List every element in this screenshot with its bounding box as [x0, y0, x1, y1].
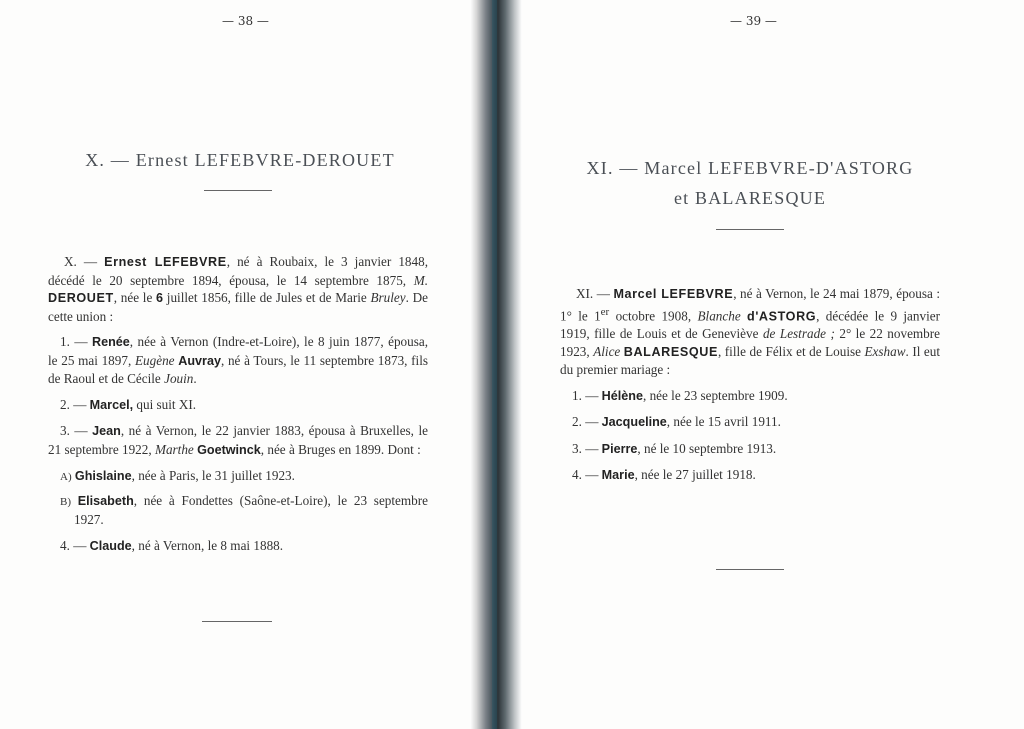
intro-text: 2° le 22 novembre 1923, — [560, 326, 941, 359]
child-text: , née à Bruges en 1899. Dont : — [260, 441, 421, 457]
child-name: Jacqueline — [601, 415, 667, 430]
title-rule-left — [204, 190, 272, 191]
child-name: Jean — [92, 424, 121, 438]
child-text: qui suit XI. — [136, 396, 197, 412]
intro-text: , née le — [113, 290, 153, 305]
page-number-right: — 39 — — [730, 14, 777, 28]
child-entry — [48, 422, 428, 459]
child-name: Renée — [91, 335, 130, 349]
person-name: Marcel LEFEBVRE — [613, 287, 734, 301]
child-text: , née le 27 juillet 1918. — [634, 467, 756, 483]
child-text: , né le 10 septembre 1913. — [637, 440, 777, 456]
grandchild-text: , née à Paris, le 31 juillet 1923. — [131, 468, 295, 483]
child-text: , née le 15 avril 1911. — [666, 414, 781, 430]
child-text: , née à Vernon (Indre-et-Loire), le 8 juin 1877, épousa, le 25 mai 1897, — [48, 334, 429, 368]
child-text: . — [193, 371, 197, 386]
intro-text: octobre 1908, — [615, 307, 692, 323]
mother-name: Exshaw — [864, 343, 906, 359]
bold-day: 6 — [156, 291, 164, 305]
child-entry — [48, 537, 428, 556]
title-rule-right — [716, 229, 784, 230]
intro-text: juillet 1856, fille de Jules et de Marie — [166, 290, 367, 305]
spouse-name: BALARESQUE — [623, 344, 718, 359]
spouse-prefix: M. — [413, 272, 429, 288]
grandchild-text: , née à Fondettes (Saône-et-Loire), le 23 septembre 1927. — [74, 492, 429, 527]
child-name: Marcel, — [89, 397, 134, 412]
spouse-name: d'ASTORG — [747, 308, 817, 323]
mother-name: Jouin — [164, 371, 194, 386]
child-number: 4. — — [60, 537, 87, 553]
spouse-first-name: Alice — [593, 343, 621, 359]
spouse-name: Auvray — [178, 353, 221, 368]
mother-name: de Lestrade ; — [762, 326, 835, 342]
chapter-title-right: XI. — Marcel LEFEBVRE-D'ASTORG — [586, 158, 914, 178]
closing-rule-left — [202, 621, 272, 622]
mother-name: Bruley — [370, 290, 406, 305]
child-number: 1. — — [60, 334, 88, 349]
child-text: , né à Vernon, le 22 janvier 1883, épousa à Bruxelles, le 21 septembre 1922, — [48, 423, 429, 457]
child-number: 2. — — [60, 396, 87, 412]
ordinal-suffix: er — [600, 305, 610, 318]
grandchild-letter: B) — [60, 495, 71, 508]
child-entry — [560, 440, 940, 459]
child-entry — [560, 387, 940, 406]
child-name: Hélène — [601, 388, 643, 403]
person-name: Ernest LEFEBVRE — [104, 255, 227, 269]
child-entry — [560, 413, 940, 432]
closing-rule-right — [716, 569, 784, 570]
spouse-first-name: Marthe — [154, 441, 194, 457]
spouse-first-name: Eugène — [134, 352, 175, 368]
child-name: Marie — [601, 468, 635, 483]
ordinal: 1 — [594, 307, 601, 323]
child-text: , né à Tours, le 11 septembre 1873, fils de Raoul et de Cécile — [48, 352, 429, 386]
child-text: , née le 23 septembre 1909. — [642, 387, 788, 403]
left-body — [48, 253, 428, 563]
chapter-title-left: X. — Ernest LEFEBVRE-DEROUET — [85, 150, 395, 170]
grandchild-entry — [48, 467, 428, 487]
generation-number: X. — — [64, 254, 98, 269]
child-entry — [560, 466, 940, 485]
generation-number: XI. — — [576, 286, 610, 301]
child-number: 1. — — [572, 387, 599, 403]
right-body — [560, 285, 940, 493]
grandchild-name: Ghislaine — [74, 469, 132, 483]
spouse-first-name: Blanche — [697, 307, 741, 323]
grandchild-entry — [48, 492, 428, 529]
child-name: Claude — [89, 538, 132, 553]
intro-paragraph-left — [48, 253, 428, 325]
intro-text: . De cette union : — [48, 290, 428, 324]
spine-shadow — [492, 0, 497, 729]
intro-text: , fille de Félix et de Louise — [717, 343, 861, 359]
child-number: 3. — — [572, 440, 599, 456]
intro-text: , né à Vernon, le 24 mai 1879, épousa : 1° le — [560, 286, 941, 323]
child-number: 3. — — [60, 423, 88, 438]
intro-text: , décédée le 9 janvier 1919, fille de Louis et de Geneviève — [560, 307, 941, 342]
child-name: Pierre — [601, 441, 638, 456]
child-number: 2. — — [572, 414, 599, 430]
child-number: 4. — — [572, 467, 599, 483]
page-number-left: — 38 — — [222, 14, 269, 28]
grandchild-letter: A) — [60, 471, 72, 483]
child-text: , né à Vernon, le 8 mai 1888. — [131, 537, 284, 553]
chapter-subtitle-right: et BALARESQUE — [673, 188, 827, 208]
intro-text: . Il eut du premier mariage : — [560, 343, 941, 378]
grandchild-name: Elisabeth — [77, 493, 134, 508]
intro-paragraph-right — [560, 285, 940, 379]
spouse-name: Goetwinck — [197, 442, 261, 457]
child-entry — [48, 396, 428, 415]
spouse-name: DEROUET — [48, 291, 114, 305]
child-entry — [48, 333, 428, 388]
intro-text: , né à Roubaix, le 3 janvier 1848, décédé le 20 septembre 1894, épousa, le 14 septembre 1875, — [48, 254, 429, 288]
